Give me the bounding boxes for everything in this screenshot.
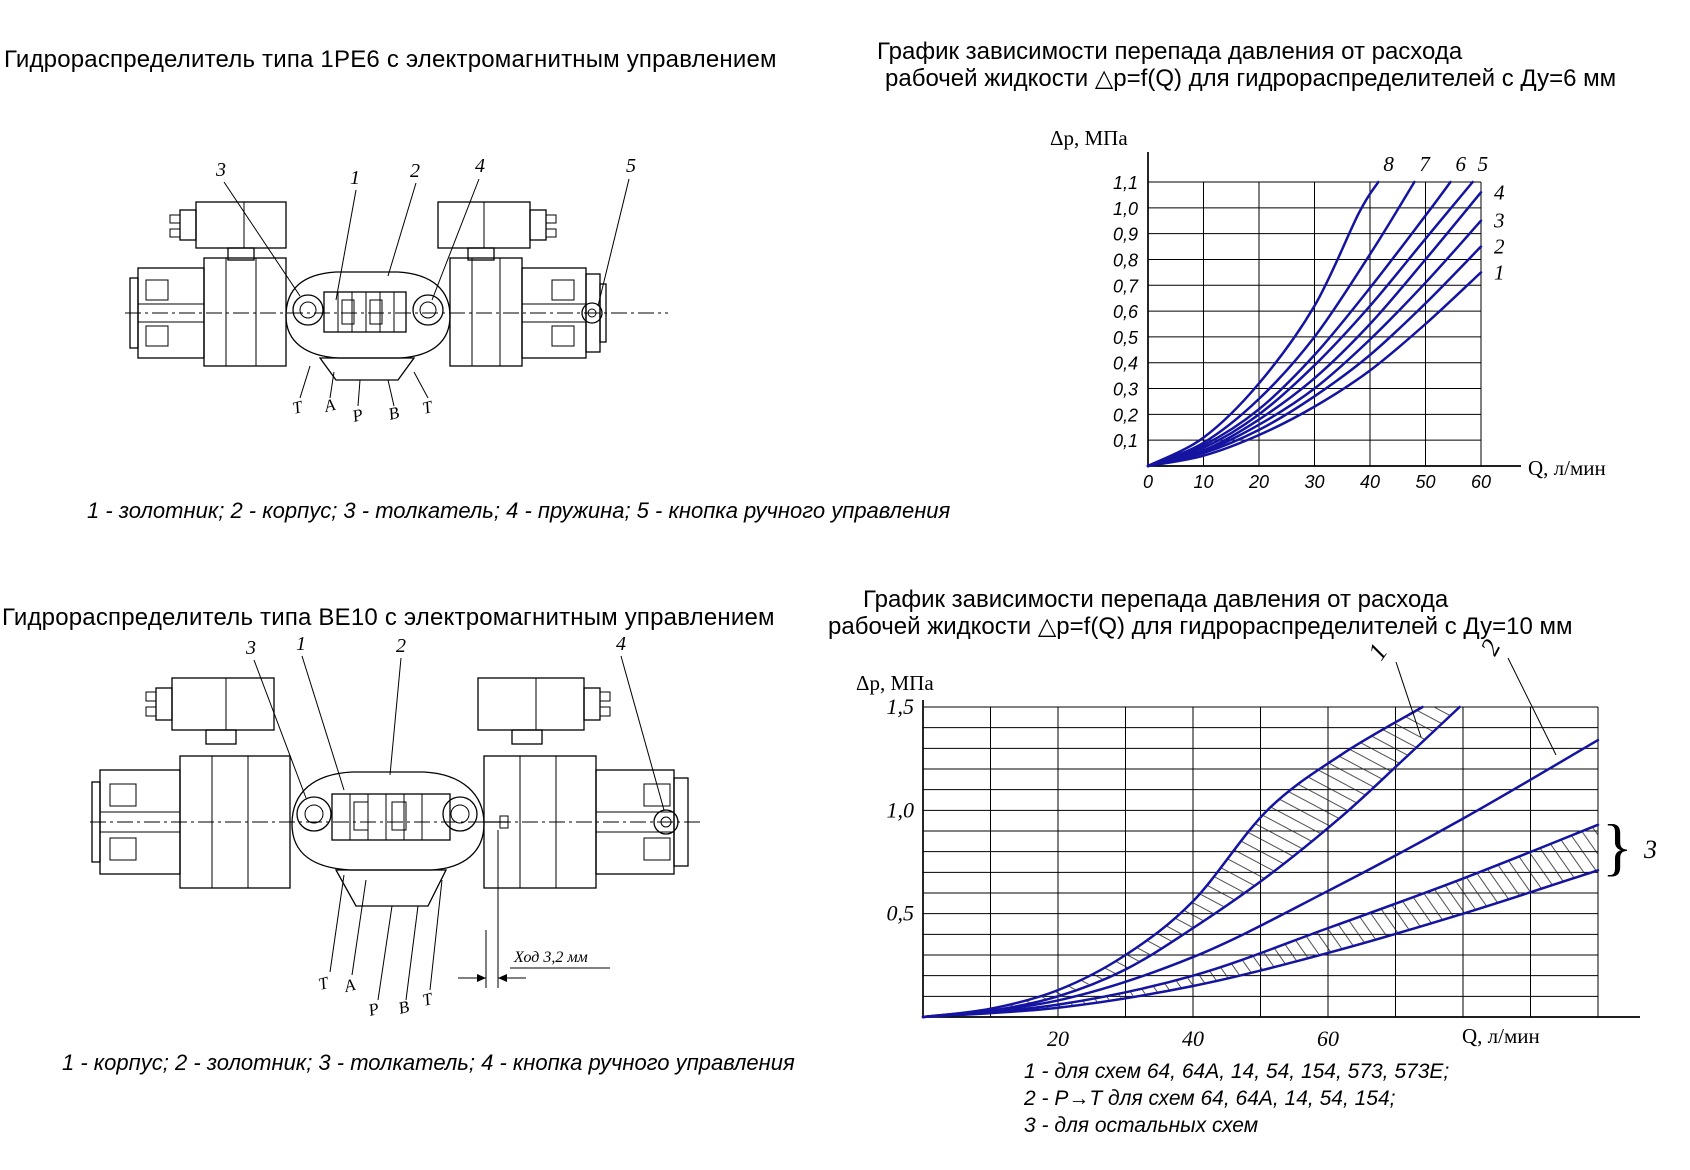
valve2-callout-4: 4 <box>616 633 626 655</box>
valve1-callout-1: 1 <box>350 167 360 189</box>
chart1-g-ytick-1,1: 1,1 <box>1112 173 1138 193</box>
chart1-g-xtick-0: 0 <box>1142 472 1154 492</box>
chart2-curve-label-2: 2 <box>1474 634 1507 660</box>
valve2-port-t1: T <box>316 973 331 994</box>
valve1-callouts <box>215 155 636 306</box>
valve1-title: Гидрораспределитель типа 1РЕ6 с электромагнитным управлением <box>4 46 777 73</box>
valve2-connector-left <box>146 678 274 744</box>
chart1-g-xtick-60: 60 <box>1470 472 1492 492</box>
chart1-g-curve-label-2: 2 <box>1494 234 1505 259</box>
chart2-g-xtick-60: 60 <box>1317 1026 1339 1051</box>
chart1-g-xtick-40: 40 <box>1359 472 1381 492</box>
chart2-g-ytick-0,5: 0,5 <box>886 900 914 926</box>
chart1-plot <box>1113 152 1521 492</box>
valve1-port-b: B <box>386 402 402 424</box>
chart1-g-xtick-50: 50 <box>1415 472 1436 492</box>
chart1-g-curve-label-6: 6 <box>1455 152 1466 176</box>
valve2-callouts <box>245 633 664 810</box>
valve2-title: Гидрораспределитель типа ВЕ10 с электромагнитным управлением <box>2 604 775 631</box>
chart1-g-ytick-0,5: 0,5 <box>1112 327 1138 348</box>
valve1-drawing <box>125 155 668 426</box>
chart1-g-xtick-30: 30 <box>1304 472 1325 492</box>
valve2-caption: 1 - корпус; 2 - золотник; 3 - толкатель; 4 - кнопка ручного управления <box>62 1050 795 1075</box>
chart1-g-curve-label-8: 8 <box>1383 152 1394 176</box>
valve1-callout-4: 4 <box>475 155 485 177</box>
valve2-ports <box>316 875 442 1020</box>
valve1-adapter-left <box>204 258 286 366</box>
valve1-port-p: P <box>350 404 366 426</box>
chart1-title-line1: График зависимости перепада давления от расхода <box>877 38 1463 65</box>
valve2-port-p: P <box>366 998 382 1020</box>
valve1-caption: 1 - золотник; 2 - корпус; 3 - толкатель; 4 - пружина; 5 - кнопка ручного управления <box>87 498 951 523</box>
chart2-g-band-1-hatch <box>923 707 1460 1017</box>
valve2-callout-3: 3 <box>246 637 256 659</box>
chart1-g-xtick-10: 10 <box>1193 472 1214 492</box>
chart2-xlabel: Q, л/мин <box>1462 1024 1540 1048</box>
chart2-ylabel: Δр, МПа <box>856 671 934 695</box>
chart1-xlabel: Q, л/мин <box>1528 456 1606 480</box>
chart1-g-curve-label-3: 3 <box>1494 208 1505 233</box>
valve2-connector-right <box>478 678 610 744</box>
chart1-g-ytick-0,2: 0,2 <box>1112 405 1138 426</box>
dim-arrow-right <box>498 974 507 982</box>
valve2-port-b: B <box>396 996 412 1018</box>
chart1-title-line2: рабочей жидкости △р=f(Q) для гидрораспределителей с Ду=6 мм <box>885 65 1617 92</box>
chart2-title-line2: рабочей жидкости △р=f(Q) для гидрораспределителей с Ду=10 мм <box>828 613 1573 640</box>
valve2-callout-2: 2 <box>396 635 406 657</box>
chart2-g-xtick-20: 20 <box>1047 1026 1069 1051</box>
valve1-callout-3: 3 <box>216 159 226 181</box>
chart2-curve-label-1: 1 <box>1362 638 1394 666</box>
chart1-g-curve-label-5: 5 <box>1477 152 1489 176</box>
chart2-brace-label-3: 3 <box>1644 835 1657 864</box>
valve1-port-t1: T <box>290 397 305 418</box>
valve1-ports <box>290 366 435 426</box>
chart2-g-ytick-1,5: 1,5 <box>886 694 914 719</box>
chart2-g-ytick-1,0: 1,0 <box>886 797 914 823</box>
valve1-connector-left <box>170 202 286 260</box>
chart1-ylabel: Δр, МПа <box>1050 126 1128 150</box>
chart2-plot <box>887 694 1641 1051</box>
chart1-g-ytick-1,0: 1,0 <box>1112 198 1138 219</box>
valve1-callout-2: 2 <box>410 160 420 182</box>
chart2-g-xtick-40: 40 <box>1182 1026 1204 1051</box>
chart1-g-ytick-0,7: 0,7 <box>1112 276 1138 297</box>
chart1-g-ytick-0,8: 0,8 <box>1112 250 1138 271</box>
chart2-legend-item-3: 3 - для остальных схем <box>1024 1114 1259 1137</box>
valve1-port-a: A <box>322 394 338 416</box>
chart2-legend-item-1: 1 - для схем 64, 64А, 14, 54, 154, 573, 573Е; <box>1024 1060 1450 1083</box>
valve2-stroke-dimension <box>458 830 610 988</box>
valve2-drawing <box>90 633 700 1020</box>
valve1-adapter-right <box>450 258 522 366</box>
valve1-body <box>286 272 450 380</box>
chart1-g-ytick-0,9: 0,9 <box>1112 224 1138 245</box>
chart1-g-xtick-20: 20 <box>1248 472 1270 492</box>
valve2-stroke-note: Ход 3,2 мм <box>514 949 588 966</box>
chart1-g-curve-label-1: 1 <box>1494 260 1505 285</box>
chart1-g-curve-label-4: 4 <box>1494 180 1505 205</box>
chart1-g-ytick-0,6: 0,6 <box>1112 302 1138 323</box>
valve1-port-t2: T <box>420 397 435 418</box>
chart1-g-ytick-0,1: 0,1 <box>1112 431 1138 452</box>
chart2-title-line1: График зависимости перепада давления от расхода <box>863 586 1449 613</box>
valve1-connector-right <box>438 202 556 260</box>
valve2-callout-1: 1 <box>296 633 306 655</box>
chart1-g-ytick-0,3: 0,3 <box>1112 379 1138 400</box>
valve2-port-a: A <box>342 974 358 996</box>
chart1-g-curve-label-7: 7 <box>1419 152 1430 176</box>
dim-arrow-left <box>477 974 486 982</box>
chart2-legend-item-2: 2 - P→T для схем 64, 64А, 14, 54, 154; <box>1024 1087 1396 1110</box>
chart1-g-ytick-0,4: 0,4 <box>1112 353 1138 374</box>
valve2-body <box>292 772 508 906</box>
valve1-callout-5: 5 <box>626 155 636 177</box>
valve2-port-t2: T <box>420 989 435 1010</box>
chart2-brace: } <box>1602 811 1633 882</box>
